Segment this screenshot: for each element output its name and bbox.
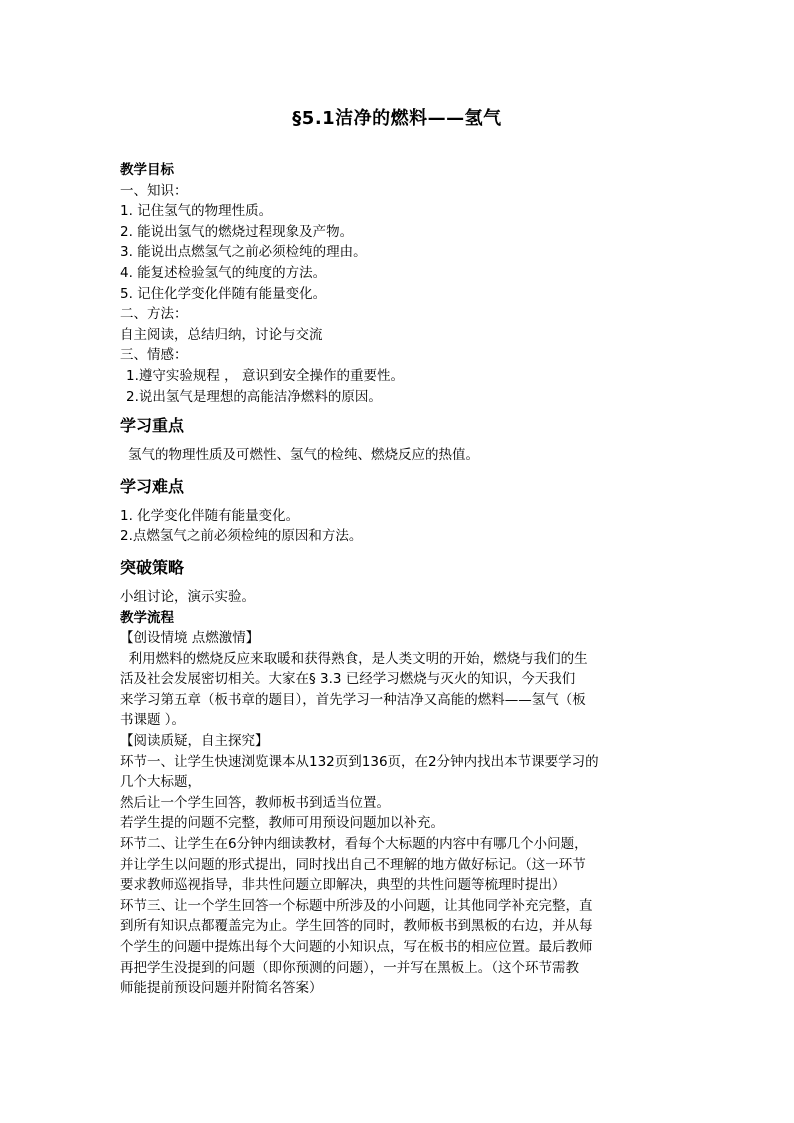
paragraph-line: 环节三、让一个学生回答一个标题中所涉及的小问题，让其他同学补充完整，直 bbox=[120, 897, 593, 914]
strategy-heading: 突破策略 bbox=[120, 557, 185, 577]
method-label: 二、方法： bbox=[120, 306, 188, 323]
paragraph-line: 到所有知识点都覆盖完为止。学生回答的同时，教师板书到黑板的右边，并从每 bbox=[120, 918, 593, 935]
knowledge-label: 一、知识： bbox=[120, 182, 188, 199]
emotion-item: 1.遵守实验规程 ， 意识到安全操作的重要性。 bbox=[126, 367, 404, 384]
paragraph-line: 利用燃料的燃烧反应来取暖和获得熟食，是人类文明的开始，燃烧与我们的生 bbox=[120, 650, 588, 667]
difficulties-heading: 学习难点 bbox=[120, 476, 185, 496]
emotion-item: 2.说出氢气是理想的高能洁净燃料的原因。 bbox=[126, 388, 382, 405]
paragraph-line: 个学生的问题中提炼出每个大问题的小知识点，写在板书的相应位置。最后教师 bbox=[120, 939, 593, 955]
paragraph-line: 环节一、让学生快速浏览课本从132页到136页，在2分钟内找出本节课要学习的 bbox=[120, 753, 599, 770]
method-text: 自主阅读，总结归纳，讨论与交流 bbox=[120, 326, 323, 343]
document-title: §5.1洁净的燃料——氢气 bbox=[292, 108, 502, 129]
paragraph-line: 书课题 ）。 bbox=[120, 712, 186, 729]
paragraph-line: 来学习第五章（板书章的题目），首先学习一种洁净又高能的燃料——氢气（板 bbox=[120, 691, 586, 708]
difficulty-item: 2.点燃氢气之前必须检纯的原因和方法。 bbox=[120, 528, 363, 545]
knowledge-item: 4. 能复述检验氢气的纯度的方法。 bbox=[120, 264, 327, 281]
paragraph-line: 要求教师巡视指导，非共性问题立即解决，典型的共性问题等梳理时提出） bbox=[120, 877, 566, 894]
key-points-text: 氢气的物理性质及可燃性、氢气的检纯、燃烧反应的热值。 bbox=[128, 447, 479, 464]
paragraph-line: 再把学生没提到的问题（即你预测的问题），一并写在黑板上。（这个环节需教 bbox=[120, 959, 579, 976]
document-body bbox=[120, 160, 680, 999]
paragraph-line: 师能提前预设问题并附简名答案） bbox=[120, 980, 323, 997]
strategy-text: 小组讨论，演示实验。 bbox=[120, 588, 255, 605]
section-title-reading: 【阅读质疑，自主探究】 bbox=[120, 733, 269, 750]
knowledge-item: 2. 能说出氢气的燃烧过程现象及产物。 bbox=[120, 223, 354, 240]
paragraph-line: 然后让一个学生回答，教师板书到适当位置。 bbox=[120, 794, 390, 811]
paragraph-line: 活及社会发展密切相关。大家在§ 3.3 已经学习燃烧与灭火的知识，今天我们 bbox=[120, 671, 576, 688]
difficulty-item: 1. 化学变化伴随有能量变化。 bbox=[120, 507, 300, 524]
section-title-situation: 【创设情境 点燃激情】 bbox=[120, 630, 260, 647]
paragraph-line: 若学生提的问题不完整，教师可用预设问题加以补充。 bbox=[120, 815, 444, 832]
emotion-label: 三、情感： bbox=[120, 347, 188, 364]
objectives-heading: 教学目标 bbox=[120, 162, 174, 178]
knowledge-item: 3. 能说出点燃氢气之前必须检纯的理由。 bbox=[120, 244, 367, 261]
paragraph-line: 并让学生以问题的形式提出，同时找出自己不理解的地方做好标记。（这一环节 bbox=[120, 856, 586, 873]
paragraph-line: 环节二、让学生在6分钟内细读教材，看每个大标题的内容中有哪几个小问题， bbox=[120, 836, 588, 853]
key-points-heading: 学习重点 bbox=[120, 416, 185, 436]
process-heading: 教学流程 bbox=[120, 609, 174, 626]
knowledge-item: 1. 记住氢气的物理性质。 bbox=[120, 203, 273, 220]
knowledge-item: 5. 记住化学变化伴随有能量变化。 bbox=[120, 285, 327, 302]
paragraph-line: 几个大标题， bbox=[120, 774, 201, 791]
